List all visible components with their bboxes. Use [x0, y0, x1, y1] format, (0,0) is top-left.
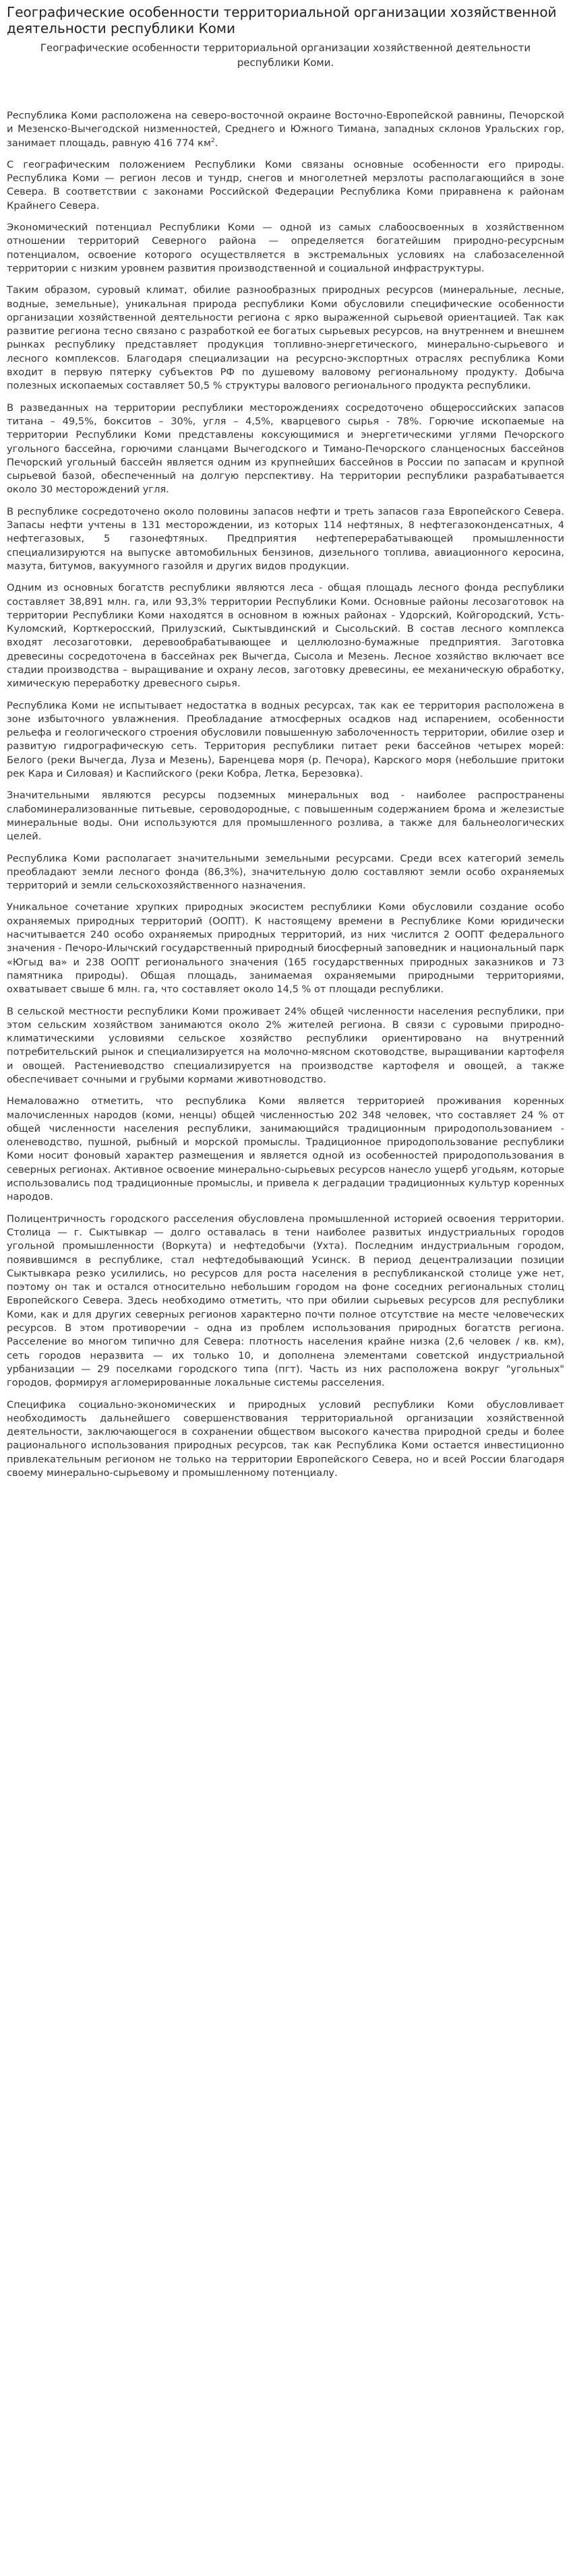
- paragraph: Республика Коми не испытывает недостатка в водных ресурсах, так как ее территория расположена в зоне избыточного увлажнения. Преобладание атмосферных осадков над испарением, особенности рельефа и геологического строения обусловили повышенную заболоченность территории, обилие озер и развитую гидрографическую сеть. Территория республики питает реки бассейнов четырех морей: Белого (реки Вычегда, Лузa и Мезень), Баренцева моря (р. Печора), Карского моря (небольшие притоки рек Кара и Силовая) и Каспийского (реки Кобра, Летка, Березовка).: [7, 699, 564, 780]
- paragraph: Значительными являются ресурсы подземных минеральных вод - наиболее распространены слабоминерализованные питьевые, сероводородные, с повышенным содержанием брома и железистые минеральные воды. Они используются для промышленного розлива, а также для бальнеологических целей.: [7, 790, 564, 843]
- paragraph: В республике сосредоточено около половины запасов нефти и треть запасов газа Европейского Севера. Запасы нефти учтены в 131 месторождении, из которых 114 нефтяных, 8 нефтегазоконденсатных, 4 нефтегазовых, 5 газонефтяных. Предприятия нефтеперерабатывающей промышленности специализируются на выпуске автомобильных бензинов, дизельного топлива, авиационного керосина, мазута, битумов, вакуумного газойля и других видов продукции.: [7, 505, 564, 572]
- paragraph: Одним из основных богатств республики являются леса - общая площадь лесного фонда республики составляет 38,891 млн. га, или 93,3% территории Республики Коми. Основные районы лесозаготовок на территории Республики Коми находятся в основном в южных районах - Удорский, Койгородский, Усть-Куломский, Корткеросский, Прилузский, Сыктывдинский и Сысольский. В состав лесного комплекса входят лесозаготовки, деревообрабатывающее и целлюлозно-бумажные предприятия. Заготовка древесины сосредоточена в бассейнах рек Вычегда, Сысола и Мезень. Лесное хозяйство включает все стадии производства – выращивание и охрану лесов, заготовку древесины, ее механическую обработку, химическую переработку древесного сырья.: [7, 582, 564, 690]
- paragraph: Специфика социально-экономических и природных условий республики Коми обусловливает необходимость дальнейшего совершенствования территориальной организации хозяйственной деятельности, заключающегося в сохранении обществом высокого качества природной среды и более рационального использования природных ресурсов, так как Республика Коми остается инвестиционно привлекательным регионом не только на территории Европейского Севера, но и всей России благодаря своему минерально-сырьевому и промышленному потенциалу.: [7, 1398, 564, 1479]
- paragraph: В разведанных на территории республики месторождениях сосредоточено общероссийских запасов титана – 49,5%, бокситов – 30%, угля – 4,5%, кварцевого сырья - 78%. Горючие ископаемые на территории Республики Коми представлены коксующимися и энергетическими углями Печорского угольного бассейна, горючими сланцами Вычегодского и Тимано-Печорского сланценосных бассейнов Печорский угольный бассейн является одним из крупнейших бассейнов в России по запасам и крупной сырьевой базой, обеспеченный на долгую перспективу. На территории республики разрабатывается около 30 месторождений угля.: [7, 401, 564, 496]
- paragraph: Уникальное сочетание хрупких природных экосистем республики Коми обусловили создание особо охраняемых природных территорий (ООПТ). К настоящему времени в Республике Коми юридически насчитывается 240 особо охраняемых природных территорий, из них числится 2 ООПТ федерального значения - Печоро-Илычский государственный природный биосферный заповедник и национальный парк «Югыд ва» и 238 ООПТ регионального значения (165 государственных природных заказников и 73 памятника природы). Общая площадь, занимаемая охраняемыми природными территориями, охватывает свыше 6 млн. га, что составляет около 14,5 % от площади республики.: [7, 901, 564, 996]
- page-title: Географические особенности территориальной организации хозяйственной деятельности республики Коми: [7, 4, 557, 36]
- paragraph: Полицентричность городского расселения обусловлена промышленной историей освоения территории. Столица — г. Сыктывкар — долго оставалась в тени наиболее развитых индустриальных городов угольной промышленности (Воркута) и нефтедобычи (Ухта). Последним индустриальным городом, появившимся в республике, стал нефтедобывающий Усинск. В период децентрализации позиции Сыктывкара резко усилились, но ресурсов для роста населения в республиканской столице уже нет, поэтому он так и остался относительно небольшим городом на фоне соседних региональных столиц Европейского Севера. Здесь необходимо отметить, что при обилии сырьевых ресурсов для республики Коми, как и для других северных регионов характерно почти полное отсутствие на месте человеческих ресурсов. В этом противоречии – одна из проблем использования природных богатств региона. Расселение во многом типично для Севера: плотность населения крайне низка (2,6 человек / кв. км), сеть городов неразвита — их только 10, и дополнена элементами советской индустриальной урбанизации — 29 поселками городского типа (пгт). Часть из них расположена вокруг "угольных" городов, формируя агломерированные локальные системы расселения.: [7, 1213, 564, 1389]
- paragraph: С географическим положением Республики Коми связаны основные особенности его природы. Республика Коми — регион лесов и тундр, снегов и многолетней мерзлоты располагающийся в зоне Севера. В соответствии с законами Российской Федерации Республика Коми приравнена к районам Крайнего Севера.: [7, 158, 564, 212]
- paragraph: В сельской местности республики Коми проживает 24% общей численности населения республики, при этом сельским хозяйством занимаются около 2% жителей региона. В связи с суровыми природно-климатическими условиями сельское хозяйство республики ориентировано на внутренний потребительский рынок и специализируется на молочно-мясном скотоводстве, выращивании картофеля и овощей. Растениеводство специализируется на производстве картофеля и овощей, а также обеспечивает сочными и грубыми кормами животноводство.: [7, 1005, 564, 1085]
- area-text: Республика Коми расположена на северо-восточной окраине Восточно-Европейской равнины, Печорской и Мезенско-Вычегодской низменностей, Среднего и Южного Тимана, западных склонов Уральских гор, занимает площадь, равную 416 774 км: [7, 110, 564, 149]
- area-text-end: .: [214, 137, 218, 149]
- paragraph: Республика Коми располагает значительными земельными ресурсами. Среди всех категорий земель преобладают земли лесного фонда (86,3%), значительную долю составляют земли особо охраняемых территорий и земли сельскохозяйственного назначения.: [7, 852, 564, 892]
- paragraph: Немаловажно отметить, что республика Коми является территорией проживания коренных малочисленных народов (коми, ненцы) общей численностью 202 348 человек, что составляет 24 % от общей численности населения республики, занимающийся традиционным природопользованием - оленеводство, пушной, рыбный и морской промыслы. Традиционное природопользование республики Коми носит фоновый характер размещения и является одной из особенностей природопользования в северных регионах. Активное освоение минерально-сырьевых ресурсов нанесло ущерб угодьям, которые использовались под традиционные промыслы, и привела к деградации традиционных культур коренных народов.: [7, 1095, 564, 1203]
- page-subtitle: Географические особенности территориальной организации хозяйственной деятельности республики Коми.: [40, 42, 531, 69]
- paragraph: Экономический потенциал Республики Коми — одной из самых слабоосвоенных в хозяйственном отношении территорий Северного района — определяется богатейшим природно-ресурсным потенциалом, освоение которого осуществляется в экстремальных условиях на слабозаселенной территории с низким уровнем развития производственной и социальной инфраструктуры.: [7, 222, 564, 274]
- paragraph: Таким образом, суровый климат, обилие разнообразных природных ресурсов (минеральные, лесные, водные, земельные), уникальная природа республики Коми обусловили специфические особенности организации хозяйственной деятельности региона с ярко выраженной сырьевой ориентацией. Так как развитие региона тесно связано с разработкой ее богатых сырьевых ресурсов, на внутреннем и внешнем рынках республику представляет продукция топливно-энергетического, минерально-сырьевого и лесного комплексов. Благодаря специализации на ресурсно-экспортных отраслях республика Коми входит в первую пятерку субъектов РФ по душевому валовому региональному продукту. Добыча полезных ископаемых составляет 50,5 % структуры валового регионального продукта республики.: [7, 284, 564, 392]
- paragraph-area: [7, 109, 564, 150]
- area-unit-superscript: 2: [210, 137, 215, 144]
